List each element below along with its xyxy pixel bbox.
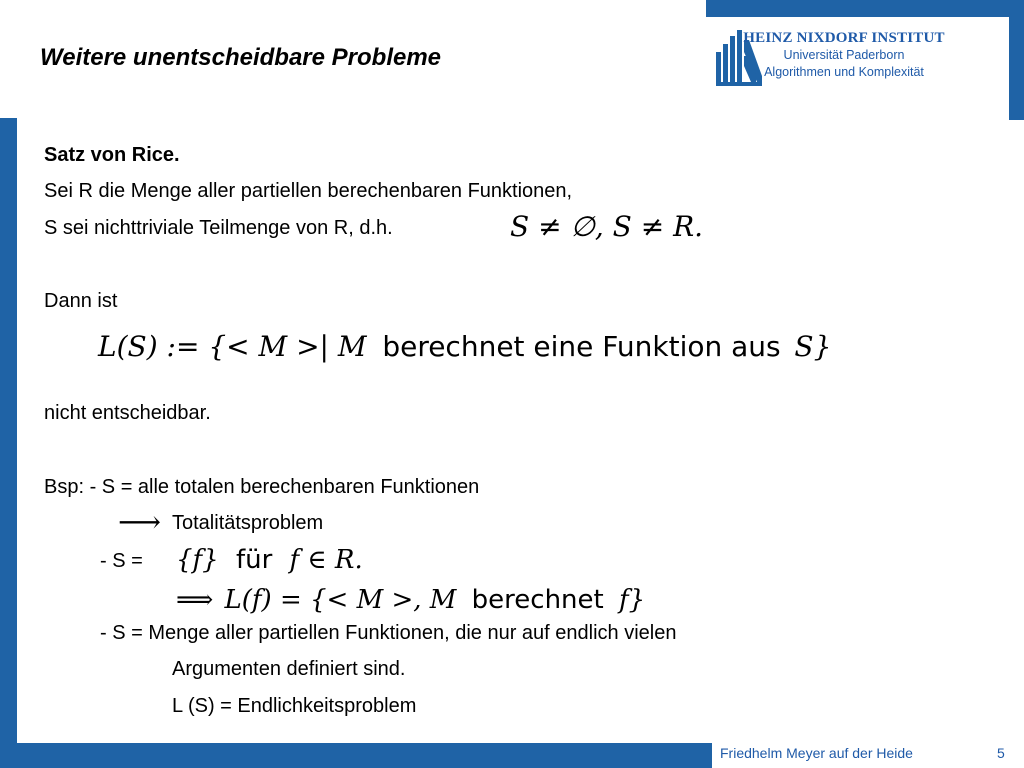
nontrivial-formula: S ≠ ∅, S ≠ R.: [510, 210, 704, 243]
university-name: Universität Paderborn: [783, 48, 905, 62]
example2-fuer: für: [235, 545, 273, 575]
example3-line-2: Argumenten definiert sind.: [172, 658, 406, 680]
theorem-line-2: S sei nichttriviale Teilmenge von R, d.h.: [44, 217, 393, 239]
example2-set: {f}: [176, 545, 219, 575]
institute-block: [694, 30, 994, 81]
example2-prefix: - S =: [100, 550, 143, 572]
example2-formula-left: L(f) = {< M >, M: [224, 585, 457, 615]
example2-formula-right: f}: [618, 585, 646, 615]
example2-formula-line: [176, 544, 363, 575]
frame-bottom-bar: [0, 743, 712, 768]
main-formula-right: S}: [794, 330, 832, 363]
theorem-title: Satz von Rice.: [44, 144, 180, 166]
page-number: 5: [997, 745, 1005, 761]
not-decidable-text: nicht entscheidbar.: [44, 402, 211, 424]
theorem-line-1: Sei R die Menge aller partiellen berechenbaren Funktionen,: [44, 180, 573, 202]
frame-left-bar: [0, 118, 17, 768]
frame-top-bar: [706, 0, 1024, 17]
group-name: Algorithmen und Komplexität: [764, 65, 924, 79]
main-formula-text: berechnet eine Funktion aus: [382, 330, 781, 363]
page-title: Weitere unentscheidbare Probleme: [40, 44, 442, 71]
implies-arrow: ⟹: [176, 585, 214, 615]
example2-condition: f ∈ R.: [289, 545, 363, 575]
example-label: Bsp: - S = alle totalen berechenbaren Funktionen: [44, 476, 480, 498]
footer-author: Friedhelm Meyer auf der Heide: [720, 745, 913, 761]
example1-result: Totalitätsproblem: [172, 512, 324, 534]
example3-line-3: L (S) = Endlichkeitsproblem: [172, 695, 417, 717]
main-formula: [98, 330, 831, 363]
main-formula-left: L(S) := {< M >| M: [98, 330, 367, 363]
example2-implication: [176, 584, 645, 615]
example3-line-1: - S = Menge aller partiellen Funktionen, die nur auf endlich vielen: [100, 622, 677, 644]
institute-name: HEINZ NIXDORF INSTITUT: [743, 30, 945, 46]
dann-ist-text: Dann ist: [44, 290, 118, 312]
frame-right-bar: [1009, 0, 1024, 120]
example2-formula-text: berechnet: [471, 585, 604, 615]
example1-arrow: ⟶: [118, 505, 162, 540]
